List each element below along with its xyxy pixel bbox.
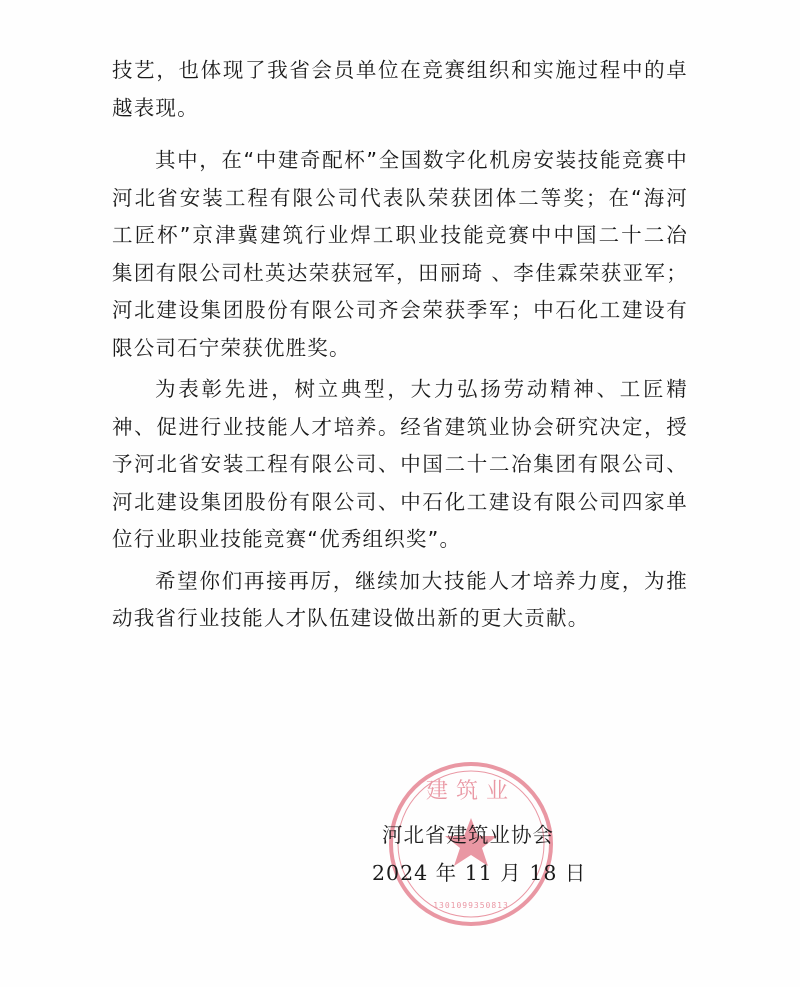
- paragraph-decision: 为表彰先进，树立典型，大力弘扬劳动精神、工匠精神、促进行业技能人才培养。经省建筑业协会研究决定，授予河北省安装工程有限公司、中国二十二冶集团有限公司、河北建设集团股份有限公司、中石化工建设有限公司四家单位行业职业技能竞赛“优秀组织奖”。: [112, 377, 688, 551]
- document-body: [112, 52, 688, 638]
- paragraph-continuation: 技艺，也体现了我省会员单位在竞赛组织和实施过程中的卓越表现。: [112, 58, 688, 120]
- svg-text:1301099350813: 1301099350813: [433, 901, 509, 910]
- signature-date: 2024 年 11 月 18 日: [372, 861, 587, 885]
- signature-organization: 河北省建筑业协会: [382, 823, 554, 847]
- paragraph-closing: 希望你们再接再厉，继续加大技能人才培养力度，为推动我省行业技能人才队伍建设做出新的更大贡献。: [112, 568, 688, 630]
- paragraph-awards: 其中，在“中建奇配杯”全国数字化机房安装技能竞赛中河北省安装工程有限公司代表队荣获团体二等奖；在“海河工匠杯”京津冀建筑行业焊工职业技能竞赛中中国二十二冶集团有限公司杜英达荣获冠军，田丽琦 、李佳霖荣获亚军；河北建设集团股份有限公司齐会荣获季军；中石化工建设有限公司石宁荣获优胜奖。: [112, 148, 688, 360]
- svg-text:建筑业: 建筑业: [425, 779, 517, 804]
